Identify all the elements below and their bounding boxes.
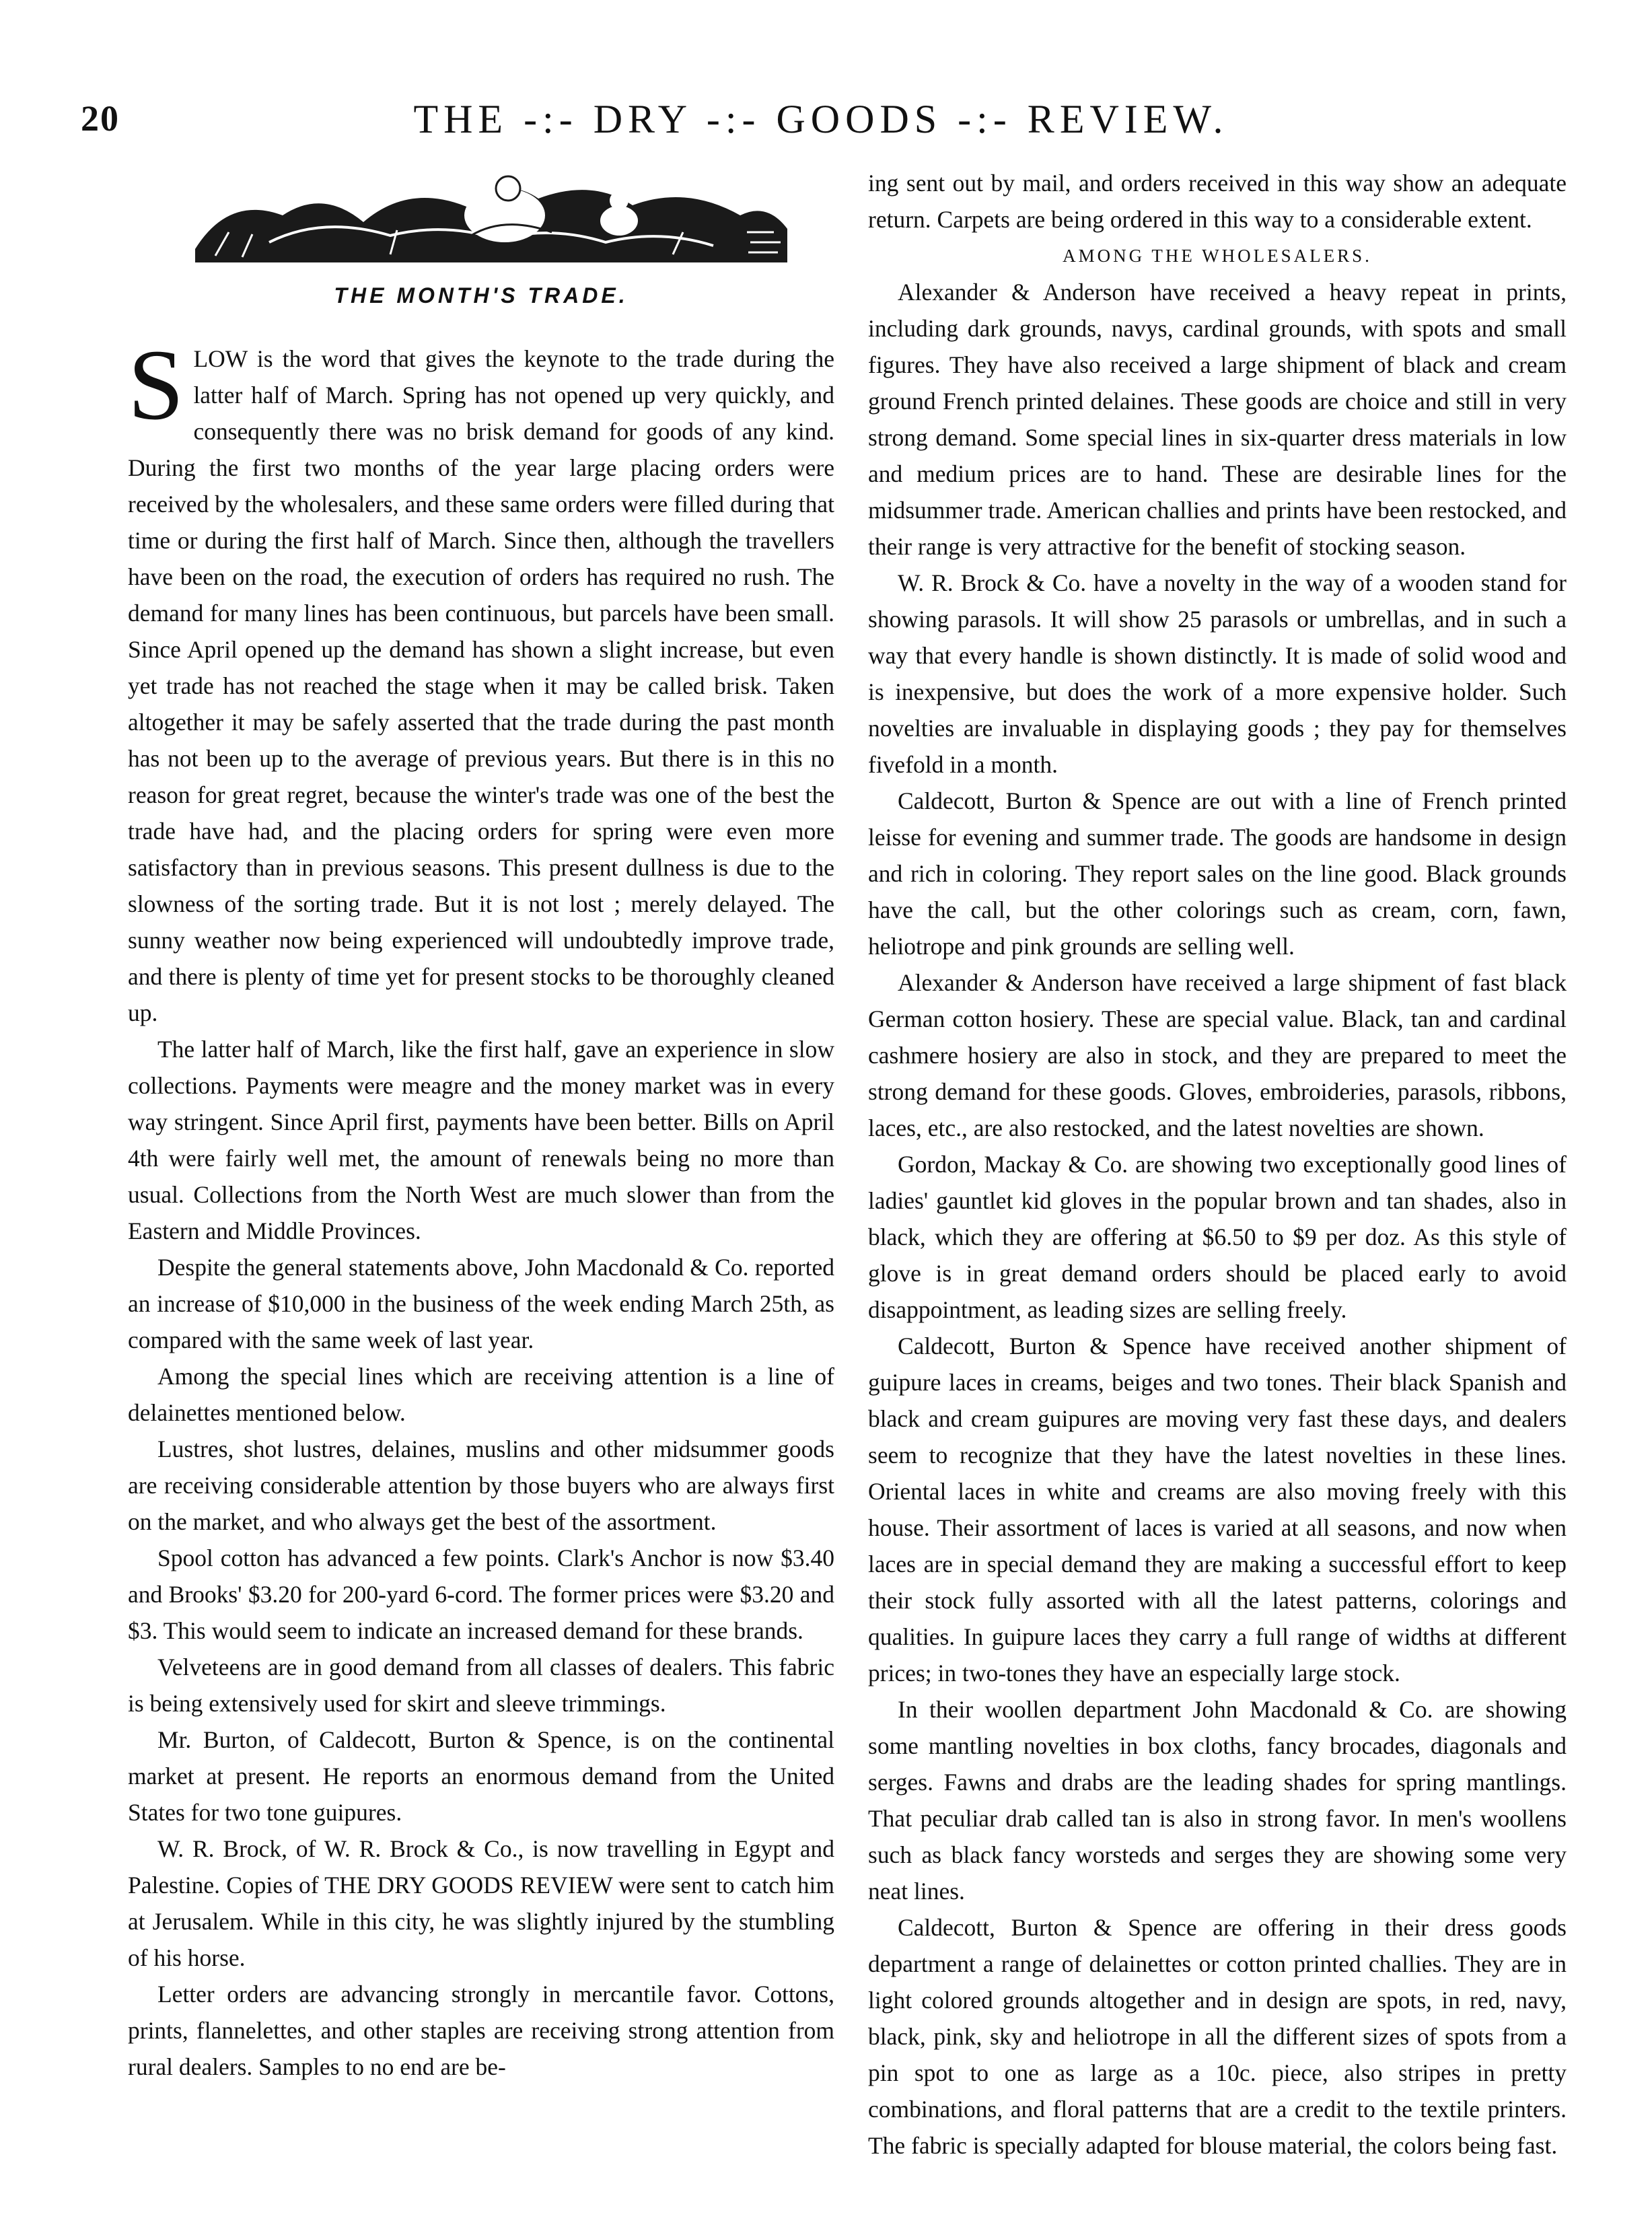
article-paragraph-continued: ing sent out by mail, and orders received in this way show an adequate return. Carpets are being ordered in this way to a considerable extent. <box>868 170 1567 233</box>
article-paragraph: Caldecott, Burton & Spence are offering in their dress goods department a range of delainettes or cotton printed challies. They are in light colored grounds altogether and in design are spots, in red, navy, black, pink, sky and heliotrope in all the different sizes of spots from a pin spot to one as large as a 10c. piece, also stripes in pretty combinations, and floral patterns that are a credit to the textile printers. The fabric is specially adapted for blouse material, the colors being fast. <box>868 1914 1567 2159</box>
article-paragraph: W. R. Brock, of W. R. Brock & Co., is now travelling in Egypt and Palestine. Copies of THE DRY GOODS REVIEW were sent to catch him at Jerusalem. While in this city, he was slightly injured by the stumbling of his horse. <box>128 1835 834 1971</box>
article-paragraph: Alexander & Anderson have received a heavy repeat in prints, including dark grounds, navys, cardinal grounds, with spots and small figures. They have also received a large shipment of black and cream ground French printed delaines. These goods are choice and still in very strong demand. Some special lines in six-quarter dress materials in low and medium prices are to hand. These are desirable lines for the midsummer trade. American challies and prints have been restocked, and their range is very attractive for the benefit of stocking season. <box>868 279 1567 560</box>
article-paragraph: Alexander & Anderson have received a large shipment of fast black German cotton hosiery. These are special value. Black, tan and cardinal cashmere hosiery are also in stock, and they are prepared to meet the strong demand for these goods. Gloves, embroideries, parasols, ribbons, laces, etc., are also restocked, and the latest novelties are shown. <box>868 969 1567 1141</box>
article-paragraph: Lustres, shot lustres, delaines, muslins and other midsummer goods are receiving considerable attention by those buyers who are always first on the market, and who always get the best of the assortment. <box>128 1435 834 1535</box>
article-paragraph: In their woollen department John Macdonald & Co. are showing some mantling novelties in box cloths, fancy brocades, diagonals and serges. Fawns and drabs are the leading shades for spring mantlings. That peculiar drab called tan is also in strong favor. In men's woollens such as black fancy worsteds and serges they are showing some very neat lines. <box>868 1696 1567 1905</box>
article-paragraph: The latter half of March, like the first half, gave an experience in slow collections. Payments were meagre and the money market was in every way stringent. Since April first, payments have been better. Bills on April 4th were fairly well met, the amount of renewals being no more than usual. Collections from the North West are much slower than from the Eastern and Middle Provinces. <box>128 1036 834 1244</box>
decorative-vignette-illustration <box>188 168 794 269</box>
article-paragraph: Among the special lines which are receiving attention is a line of delainettes mentioned below. <box>128 1363 834 1426</box>
article-paragraph: Spool cotton has advanced a few points. Clark's Anchor is now $3.40 and Brooks' $3.20 for 200-yard 6-cord. The former prices were $3.20 and $3. This would seem to indicate an increased demand for these brands. <box>128 1545 834 1644</box>
article-paragraph: Gordon, Mackay & Co. are showing two exceptionally good lines of ladies' gauntlet kid gloves in the popular brown and tan shades, also in black, which they are offering at $6.50 to $9 per doz. As this style of glove is in great demand orders should be placed early to avoid disappointment, as leading sizes are selling freely. <box>868 1151 1567 1323</box>
subheading: AMONG THE WHOLESALERS. <box>1063 246 1372 266</box>
journal-title: THE -:- DRY -:- GOODS -:- REVIEW. <box>413 97 1229 141</box>
article-paragraph: Despite the general statements above, John Macdonald & Co. reported an increase of $10,000 in the business of the week ending March 25th, as compared with the same week of last year. <box>128 1254 834 1353</box>
page-number: 20 <box>81 98 120 139</box>
drop-cap: S <box>128 329 184 441</box>
article-paragraph: Caldecott, Burton & Spence have received another shipment of guipure laces in creams, beiges and two tones. Their black Spanish and black and cream guipures are moving very fast these days, and dealers seem to recognize that they have the latest novelties in these lines. Oriental laces in white and creams are also moving freely with this house. Their assortment of laces is varied at all seasons, and now when laces are in special demand they are making a successful effort to keep their stock fully assorted with all the latest patterns, colorings and qualities. In guipure laces they carry a full range of widths at different prices; in two-tones they have an especially large stock. <box>868 1333 1567 1687</box>
left-column <box>128 168 834 2085</box>
section-title: THE MONTH'S TRADE. <box>334 283 629 308</box>
article-paragraph: Caldecott, Burton & Spence are out with a line of French printed leisse for evening and summer trade. The goods are handsome in design and rich in coloring. They report sales on the line good. Black grounds have the call, but the other colorings such as cream, corn, fawn, heliotrope and pink grounds are selling well. <box>868 787 1567 960</box>
article-paragraph: Mr. Burton, of Caldecott, Burton & Spence, is on the continental market at present. He reports an enormous demand from the United States for two tone guipures. <box>128 1726 834 1826</box>
right-column <box>868 165 1567 2164</box>
article-paragraph: SLOW is the word that gives the keynote to the trade during the latter half of March. Spring has not opened up very quickly, and consequently there was no brisk demand for goods of any kind. During the first two months of the year large placing orders were received by the wholesalers, and these same orders were filled during that time or during the first half of March. Since then, although the travellers have been on the road, the execution of orders has required no rush. The demand for many lines has been continuous, but parcels have been small. Since April opened up the demand has shown a slight increase, but even yet trade has not reached the stage when it may be called brisk. Taken altogether it may be safely asserted that the trade during the past month has not been up to the average of previous years. But there is in this no reason for great regret, because the winter's trade was one of the best the trade have had, and the placing orders for spring were even more satisfactory than in previous seasons. This present dullness is due to the slowness of the sorting trade. But it is not lost ; merely delayed. The sunny weather now being experienced will undoubtedly improve trade, and there is plenty of time yet for present stocks to be thoroughly cleaned up. <box>128 329 834 1026</box>
article-paragraph: W. R. Brock & Co. have a novelty in the way of a wooden stand for showing parasols. It will show 25 parasols or umbrellas, and in such a way that every handle is shown distinctly. It is made of solid wood and is inexpensive, but does the work of a more expensive holder. Such novelties are invaluable in displaying goods ; they pay for themselves fivefold in a month. <box>868 569 1567 778</box>
article-paragraph: Velveteens are in good demand from all classes of dealers. This fabric is being extensively used for skirt and sleeve trimmings. <box>128 1654 834 1717</box>
article-paragraph: Letter orders are advancing strongly in mercantile favor. Cottons, prints, flannelettes, and other staples are receiving strong attention from rural dealers. Samples to no end are be- <box>128 1981 834 2080</box>
page-header <box>81 91 1561 151</box>
